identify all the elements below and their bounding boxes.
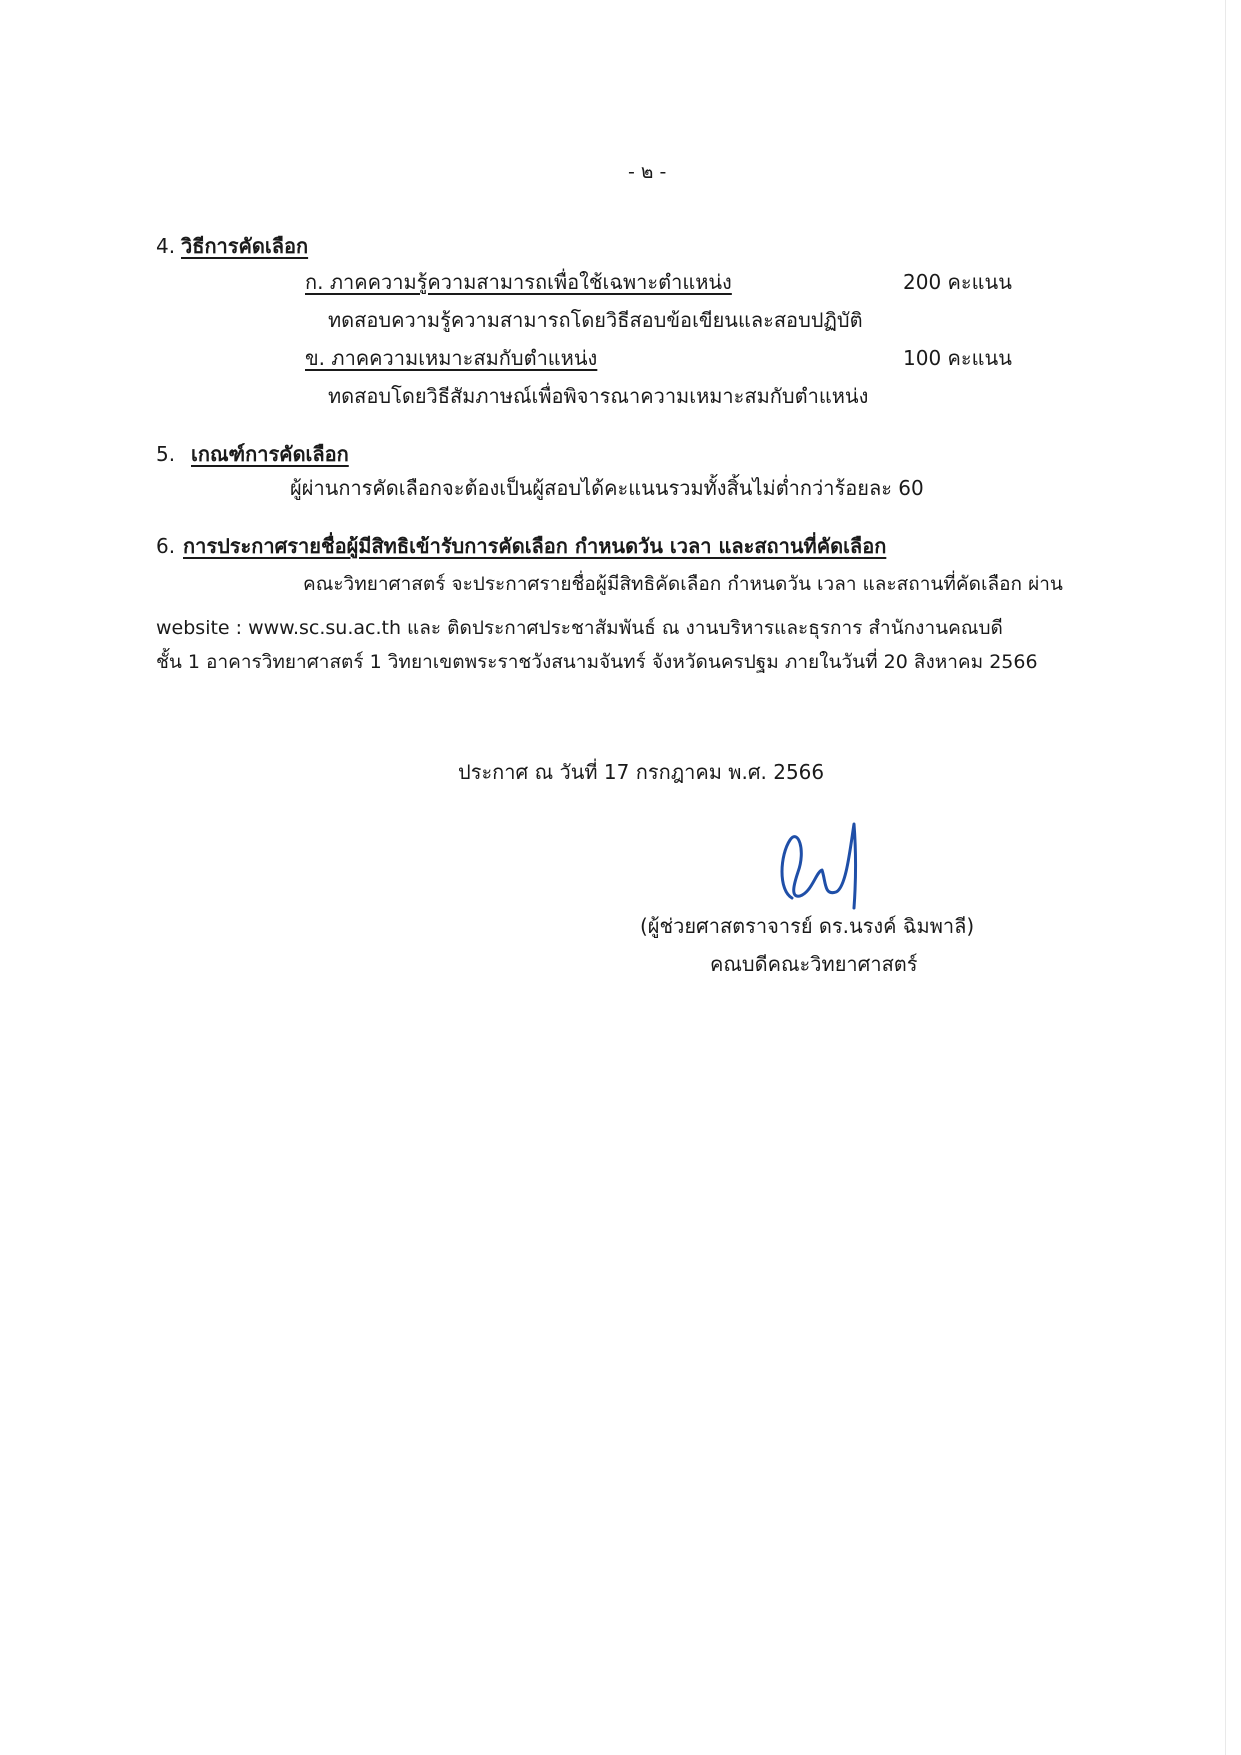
page-number: - ๒ - (628, 161, 667, 183)
section6-line-1: คณะวิทยาศาสตร์ จะประกาศรายชื่อผู้มีสิทธิคัดเลือก กำหนดวัน เวลา และสถานที่คัดเลือก ผ่าน (303, 573, 1063, 595)
section5-text: ผู้ผ่านการคัดเลือกจะต้องเป็นผู้สอบได้คะแนนรวมทั้งสิ้นไม่ต่ำกว่าร้อยละ 60 (290, 476, 924, 500)
signature-image (770, 810, 890, 910)
section4-part-a-title: ก. ภาคความรู้ความสามารถเพื่อใช้เฉพาะตำแหน่ง (305, 270, 732, 294)
section4-part-b-description: ทดสอบโดยวิธีสัมภาษณ์เพื่อพิจารณาความเหมาะสมกับตำแหน่ง (328, 384, 869, 408)
announcement-date: ประกาศ ณ วันที่ 17 กรกฎาคม พ.ศ. 2566 (458, 760, 825, 784)
section5-number: 5. (156, 442, 176, 466)
scan-edge-line (1225, 0, 1226, 1755)
signatory-position: คณบดีคณะวิทยาศาสตร์ (710, 952, 918, 976)
signatory-name: (ผู้ช่วยศาสตราจารย์ ดร.นรงค์ ฉิมพาลี) (640, 914, 975, 938)
section4-part-a-description: ทดสอบความรู้ความสามารถโดยวิธีสอบข้อเขียนและสอบปฏิบัติ (328, 308, 863, 332)
section6-line-2: website : www.sc.su.ac.th และ ติดประกาศประชาสัมพันธ์ ณ งานบริหารและธุรการ สำนักงานคณบดี (156, 617, 1003, 639)
section6-number: 6. (156, 534, 176, 558)
section4-number: 4. (156, 234, 176, 258)
section4-part-a-score: 200 คะแนน (903, 270, 1012, 294)
section6-line-3: ชั้น 1 อาคารวิทยาศาสตร์ 1 วิทยาเขตพระราชวังสนามจันทร์ จังหวัดนครปฐม ภายในวันที่ 20 สิงหาคม 2566 (156, 651, 1038, 673)
section4-part-b-score: 100 คะแนน (903, 346, 1012, 370)
section4-title: วิธีการคัดเลือก (181, 234, 309, 258)
section4-part-b-title: ข. ภาคความเหมาะสมกับตำแหน่ง (305, 346, 598, 370)
section6-title: การประกาศรายชื่อผู้มีสิทธิเข้ารับการคัดเลือก กำหนดวัน เวลา และสถานที่คัดเลือก (183, 534, 887, 558)
section5-title: เกณฑ์การคัดเลือก (191, 442, 349, 466)
